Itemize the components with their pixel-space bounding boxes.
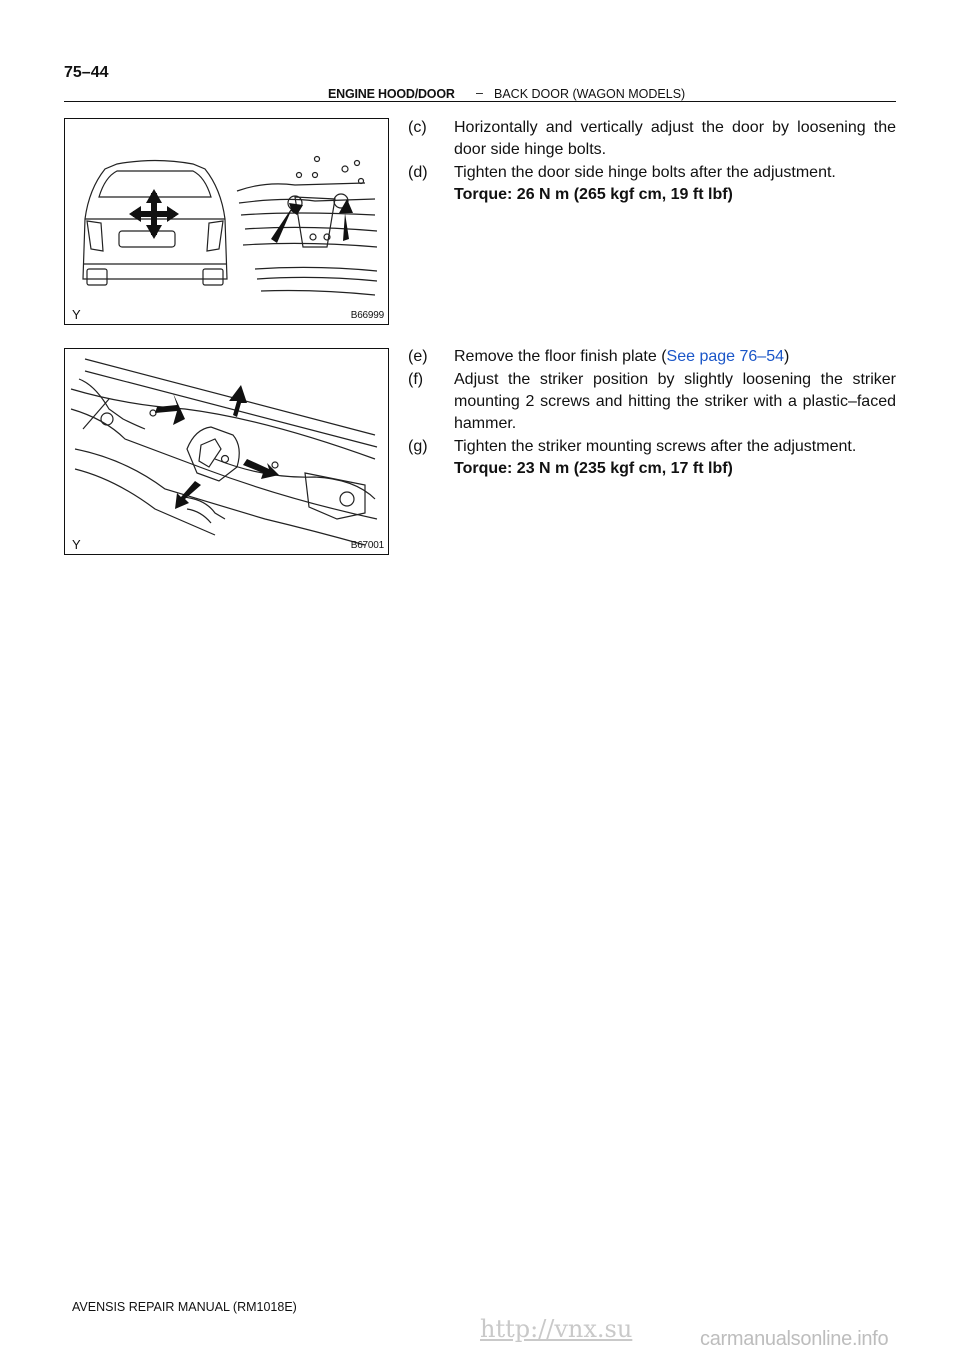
step-text: Tighten the striker mounting screws after the adjustment. xyxy=(454,438,857,455)
striker-illustration xyxy=(65,349,387,553)
torque-spec: Torque: 23 N m (235 kgf cm, 17 ft lbf) xyxy=(454,460,733,477)
step-g xyxy=(408,436,896,480)
figure-striker xyxy=(64,348,389,555)
step-letter: (c) xyxy=(408,119,427,136)
step-text: Adjust the striker position by slightly loosening the striker mounting 2 screws and hitting the striker with a plastic–faced hammer. xyxy=(454,371,896,432)
step-letter: (f) xyxy=(408,371,424,388)
figure-back-door-hinges xyxy=(64,118,389,325)
step-letter: (d) xyxy=(408,164,428,181)
figure-mark: Y xyxy=(72,307,81,322)
section-title: ENGINE HOOD/DOOR xyxy=(328,87,455,101)
manual-footer: AVENSIS REPAIR MANUAL (RM1018E) xyxy=(72,1300,297,1314)
step-e xyxy=(408,346,896,368)
figure-code: B66999 xyxy=(350,310,384,321)
header-rule xyxy=(64,101,896,102)
step-text: Tighten the door side hinge bolts after the adjustment. xyxy=(454,164,836,181)
step-text xyxy=(454,346,896,368)
torque-spec: Torque: 26 N m (265 kgf cm, 19 ft lbf) xyxy=(454,186,733,203)
step-d xyxy=(408,162,896,206)
figure-code: B67001 xyxy=(350,540,384,551)
subsection-title: BACK DOOR (WAGON MODELS) xyxy=(494,87,686,101)
page-number: 75–44 xyxy=(64,64,109,81)
step-letter: (g) xyxy=(408,438,428,455)
step-letter: (e) xyxy=(408,348,428,365)
step-c xyxy=(408,117,896,161)
steps-group-2 xyxy=(408,346,896,481)
url-watermark: http://vnx.su xyxy=(480,1315,633,1343)
brand-watermark: carmanualsonline.info xyxy=(700,1328,889,1350)
back-door-illustration xyxy=(65,119,387,323)
see-page-link[interactable]: See page 76–54 xyxy=(666,348,784,365)
step-f xyxy=(408,369,896,435)
step-text: Horizontally and vertically adjust the door by loosening the door side hinge bolts. xyxy=(454,119,896,158)
step-text-after: ) xyxy=(784,348,790,365)
header-dash: – xyxy=(476,86,483,100)
figure-mark: Y xyxy=(72,537,81,552)
step-text-before: Remove the floor finish plate ( xyxy=(454,348,667,365)
steps-group-1 xyxy=(408,117,896,207)
